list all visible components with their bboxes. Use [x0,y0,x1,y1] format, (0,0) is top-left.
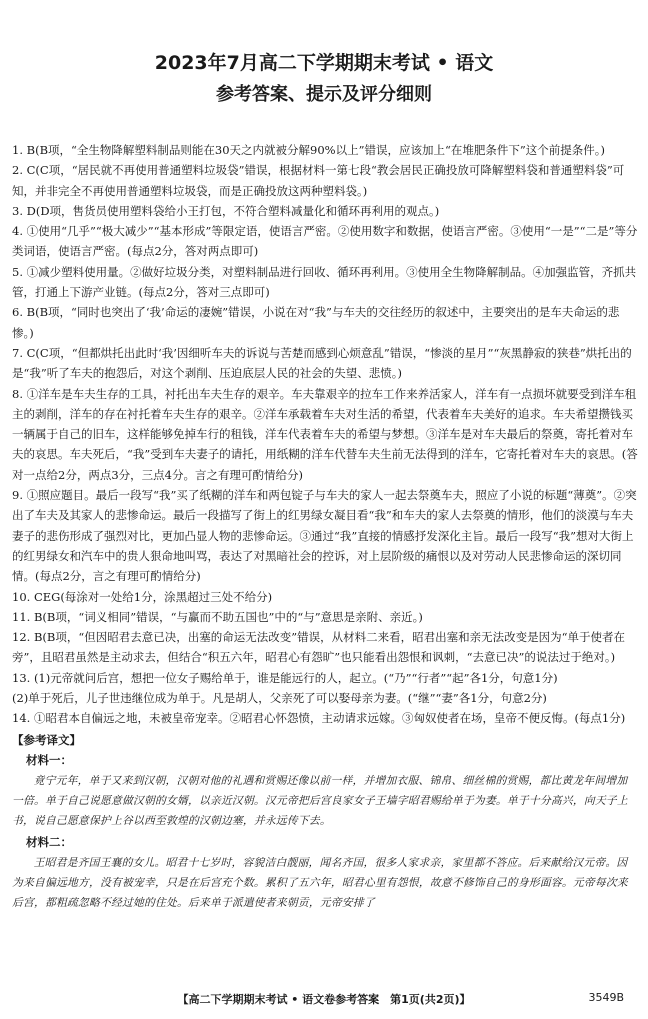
answer-item-4: 4. ①使用“几乎”“极大减少”“基本形成”等限定语，使语言严密。②使用数字和数据，使语言严密。③使用“一是”“二是”等分类词语，使语言严密。(每点2分，答对两点即可) [12,224,638,259]
answer-item-13: 13. (1)元帝就问后宫，想把一位女子赐给单于，谁是能远行的人，起立。(“乃”“行者”“起”各1分，句意1分) (2)单于死后，儿子世违继位成为单于。凡是胡人，父亲死了可以娶母亲为妻。(“继”“妻”各1分，句意2分) [12,670,558,706]
answer-list [12,140,638,913]
exam-subtitle: 参考答案、提示及评分细则 [216,84,432,105]
translation-heading: 【参考译文】 [12,732,81,747]
material-2-text: 王昭君是齐国王襄的女儿。昭君十七岁时，容貌洁白靓丽，闻名齐国，很多人家求亲，家里都不答应。后来献给汉元帝。因为来自偏远地方，没有被宠幸，只是在后宫充个数。累积了五六年，昭君心里有怨恨，故意不修饰自己的身形面容。元帝每次来后宫，都粗疏忽略不经过她的住处。后来单于派遣使者来朝贡，元帝安排了 [12,855,628,910]
answer-item-8: 8. ①洋车是车夫生存的工具，衬托出车夫生存的艰辛。车夫靠艰辛的拉车工作来养活家人，洋车有一点损坏就要受到洋车租主的剥削，洋车的存在衬托着车夫生存的艰辛。②洋车承载着车夫对生活的希望，代表着车夫美好的追求。车夫希望攒钱买一辆属于自己的旧车，这样能够免掉车行的租钱，洋车代表着车夫的希望与梦想。③洋车是对车夫最后的祭奠，寄托着对车夫的哀思。车夫死后，“我”受到车夫妻子的请托，用纸糊的洋车代替车夫生前无法得到的洋车，它寄托着对车夫的哀思。(答对一点给2分，两点3分，三点4分。言之有理可酌情给分) [12,386,638,482]
answer-item-11: 11. B(B项，“词义相同”错误，“与赢而不助五国也”中的“与”意思是亲附、亲近。) [12,609,423,624]
material-1-text: 竟宁元年，单于又来到汉朝，汉朝对他的礼遇和赏赐还像以前一样，并增加衣服、锦帛、细丝棉的赏赐，都比黄龙年间增加一倍。单于自己说愿意做汉朝的女婿，以亲近汉朝。汉元帝把后宫良家女子王墙字昭君赐给单于为妻。单于十分高兴，向天子上书，说自己愿意保护上谷以西至敦煌的汉朝边塞，并永远传下去。 [12,773,628,828]
answer-item-14: 14. ①昭君本自偏远之地，未被皇帝宠幸。②昭君心怀怨愤，主动请求远嫁。③匈奴使者在场，皇帝不便反悔。(每点1分) [12,711,626,726]
answer-item-3: 3. D(D项，售货员使用塑料袋给小王打包，不符合塑料减量化和循环再利用的观点。) [12,203,440,218]
exam-title: 2023年7月高二下学期期末考试 • 语文 [154,52,494,74]
answer-item-7: 7. C(C项，“但都烘托出此时‘我’因细听车夫的诉说与苦楚而感到心烦意乱”错误，“惨淡的星月”“灰黑静寂的狭巷”烘托出的是“我”听了车夫的抱怨后，对这个剥削、压迫底层人民的社会的失望、悲愤。) [12,345,632,381]
material-1-title: 材料一： [26,752,72,767]
answer-item-9: 9. ①照应题目。最后一段写“我”买了纸糊的洋车和两包锭子与车夫的家人一起去祭奠车夫，照应了小说的标题“薄奠”。②突出了车夫及其家人的悲惨命运。最后一段描写了街上的红男绿女凝目看“我”和车夫的家人去祭奠的情形，他们的淡漠与车夫妻子的悲伤形成了强烈对比，更加凸显人物的悲惨命运。③通过“我”直接的情感抒发深化主旨。最后一段写“我”想对大街上的红男绿女和汽车中的贵人狠命地叫骂，表达了对黑暗社会的控诉，对上层阶级的痛恨以及对劳动人民悲惨命运的深切同情。(每点2分，言之有理可酌情给分) [12,488,637,584]
footer-paper-code: 3549B [588,991,624,1004]
footer-page-info: 【高二下学期期末考试 • 语文卷参考答案 第1页(共2页)】 [177,993,471,1006]
answer-item-6: 6. B(B项，“同时也突出了‘我’命运的凄婉”错误，小说在对“我”与车夫的交往经历的叙述中，主要突出的是车夫命运的悲惨。) [12,305,620,340]
answer-item-2: 2. C(C项，“居民就不再使用普通塑料垃圾袋”错误，根据材料一第七段“教会居民正确投放可降解塑料袋和普通塑料袋”可知，并非完全不再使用普通塑料垃圾袋，而是正确投放这两种塑料袋。) [12,163,625,198]
answer-item-10: 10. CEG(每涂对一处给1分，涂黑超过三处不给分) [12,589,273,604]
answer-item-12: 12. B(B项，“但因昭君去意已决，出塞的命运无法改变”错误，从材料二来看，昭君出塞和亲无法改变是因为“单于使者在旁”，且昭君虽然是主动求去，但结合“积五六年，昭君心有怨旷”也只能看出怨恨和讽刺，“去意已决”的说法过于绝对。) [12,630,625,665]
answer-item-5: 5. ①减少塑料使用量。②做好垃圾分类，对塑料制品进行回收、循环再利用。③使用全生物降解制品。④加强监管，齐抓共管，打通上下游产业链。(每点2分，答对三点即可) [12,264,637,300]
answer-item-1: 1. B(B项，“全生物降解塑料制品则能在30天之内就被分解90%以上”错误，应该加上“在堆肥条件下”这个前提条件。) [12,143,605,157]
material-2-title: 材料二： [26,834,72,849]
